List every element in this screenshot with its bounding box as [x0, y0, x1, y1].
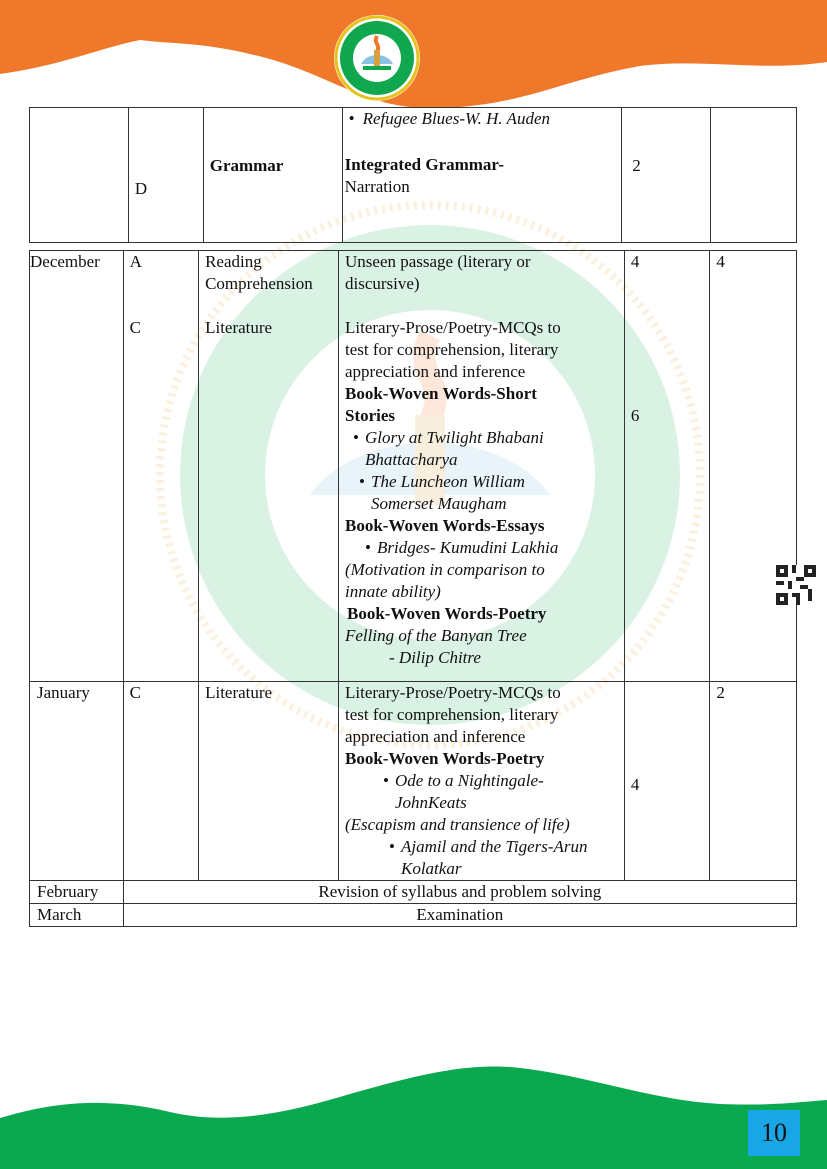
poetry-title: Book-Woven Words-Poetry — [347, 604, 547, 623]
poem-ajamil-tigers: • Ajamil and the Tigers-Arun — [401, 836, 618, 858]
periods-december — [624, 251, 710, 682]
short-stories-title: Book-Woven Words-Short — [345, 384, 537, 403]
story-author: Somerset Maugham — [371, 494, 507, 513]
units-december — [123, 251, 198, 682]
story-author: Bhattacharya — [365, 450, 458, 469]
area-literature: Literature — [205, 318, 273, 337]
periods-january: 4 — [624, 682, 710, 881]
march-row — [30, 904, 797, 927]
syllabus-table-top — [29, 107, 797, 243]
content-february: Revision of syllabus and problem solving — [123, 881, 796, 904]
month-february: February — [30, 881, 124, 904]
marks-december: 4 — [710, 251, 797, 682]
reading-line: discursive) — [345, 274, 420, 293]
qr-code-icon[interactable] — [776, 565, 816, 605]
poem-author: JohnKeats — [395, 793, 467, 812]
marks-january: 2 — [710, 682, 797, 881]
area-january: Literature — [199, 682, 339, 881]
poem-author: Kolatkar — [401, 859, 462, 878]
month-cell — [30, 108, 129, 243]
essay-note: (Motivation in comparison to — [345, 560, 545, 579]
page-number: 10 — [748, 1110, 800, 1156]
unit-a: A — [129, 252, 142, 271]
poem-ode-nightingale: • Ode to a Nightingale- — [395, 770, 618, 792]
content-december — [339, 251, 625, 682]
area-cell: Grammar — [203, 108, 342, 243]
lit-intro-line: test for comprehension, literary — [345, 340, 559, 359]
board-logo — [333, 14, 421, 102]
lit-intro-line: Literary-Prose/Poetry-MCQs to — [345, 318, 561, 337]
content-march: Examination — [123, 904, 796, 927]
content-cell — [342, 108, 622, 243]
marks-cell — [711, 108, 797, 243]
unit-cell: D — [128, 108, 203, 243]
periods-a: 4 — [630, 252, 640, 271]
february-row — [30, 881, 797, 904]
syllabus-table-main — [29, 250, 797, 927]
poetry-title: Book-Woven Words-Poetry — [345, 749, 545, 768]
lit-intro-line: appreciation and inference — [345, 727, 526, 746]
poem-note: (Escapism and transience of life) — [345, 815, 570, 834]
essays-title: Book-Woven Words-Essays — [345, 516, 545, 535]
area-comprehension: Comprehension — [205, 274, 313, 293]
areas-december — [199, 251, 339, 682]
footer-green-wave — [0, 1066, 827, 1169]
month-december: December — [30, 251, 124, 682]
periods-c: 6 — [630, 406, 640, 425]
january-row — [30, 682, 797, 881]
reading-line: Unseen passage (literary or — [345, 252, 531, 271]
short-stories-title: Stories — [345, 406, 396, 425]
content-january — [339, 682, 625, 881]
poem-banyan-tree: Felling of the Banyan Tree — [345, 626, 527, 645]
lit-intro-line: test for comprehension, literary — [345, 705, 559, 724]
story-glory-at-twilight: • Glory at Twilight Bhabani — [365, 427, 618, 449]
december-row — [30, 251, 797, 682]
essay-note: innate ability) — [345, 582, 441, 601]
essay-bridges: • Bridges- Kumudini Lakhia — [377, 537, 618, 559]
month-march: March — [30, 904, 124, 927]
integrated-grammar-title: Integrated Grammar- — [344, 155, 505, 174]
refugee-blues-item: • Refugee Blues-W. H. Auden — [348, 109, 550, 128]
month-january: January — [30, 682, 124, 881]
lit-intro-line: Literary-Prose/Poetry-MCQs to — [345, 683, 561, 702]
poem-author: - Dilip Chitre — [389, 648, 481, 667]
narration-item: Narration — [344, 177, 410, 196]
area-reading: Reading — [205, 252, 262, 271]
lit-intro-line: appreciation and inference — [345, 362, 526, 381]
unit-january: C — [123, 682, 198, 881]
unit-c: C — [129, 318, 141, 337]
story-the-luncheon: • The Luncheon William — [371, 471, 618, 493]
periods-cell: 2 — [622, 108, 711, 243]
